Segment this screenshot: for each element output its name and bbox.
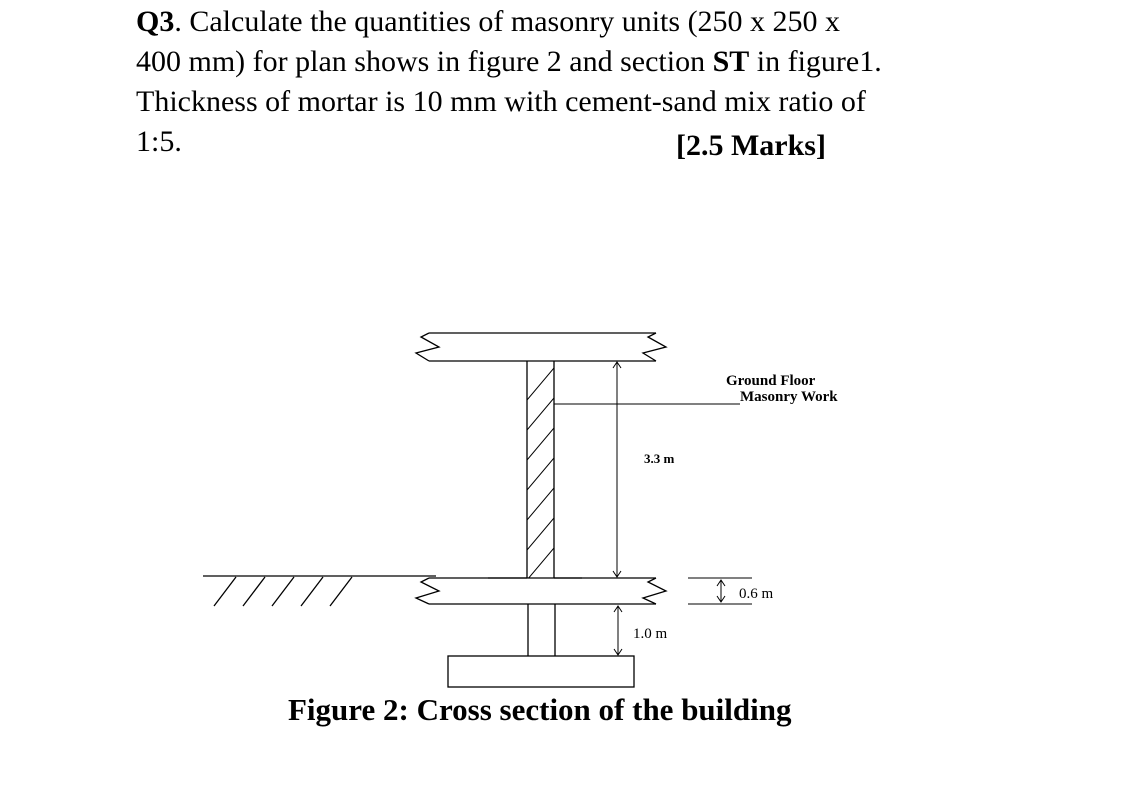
section-label: ST (712, 45, 750, 78)
question-line-2-post: in figure1. (749, 45, 882, 78)
roof-slab (416, 333, 666, 361)
marks-label: [2.5 Marks] (676, 129, 826, 162)
question-line-1-text: . Calculate the quantities of masonry units (250 x 250 x (174, 5, 841, 38)
ground-line (203, 576, 436, 606)
figure-caption: Figure 2: Cross section of the building (288, 692, 792, 727)
footing-depth-dimension (614, 606, 622, 655)
footing-depth-label: 1.0 m (633, 626, 668, 642)
ground-floor-label: Ground Floor (726, 373, 816, 389)
question-line-2-pre: 400 mm) for plan shows in figure 2 and section (136, 45, 713, 78)
wall-height-label: 3.3 m (644, 451, 675, 466)
question-line-4: 1:5. (136, 125, 182, 158)
footing (448, 604, 634, 687)
wall-hatch (527, 368, 554, 610)
wall-height-dimension (613, 362, 621, 577)
ground-slab (416, 578, 666, 604)
masonry-wall (527, 361, 554, 610)
masonry-work-label: Masonry Work (740, 389, 838, 405)
question-number: Q3 (136, 5, 175, 38)
slab-depth-label: 0.6 m (739, 586, 774, 602)
question-line-3: Thickness of mortar is 10 mm with cement-sand mix ratio of (136, 85, 866, 118)
